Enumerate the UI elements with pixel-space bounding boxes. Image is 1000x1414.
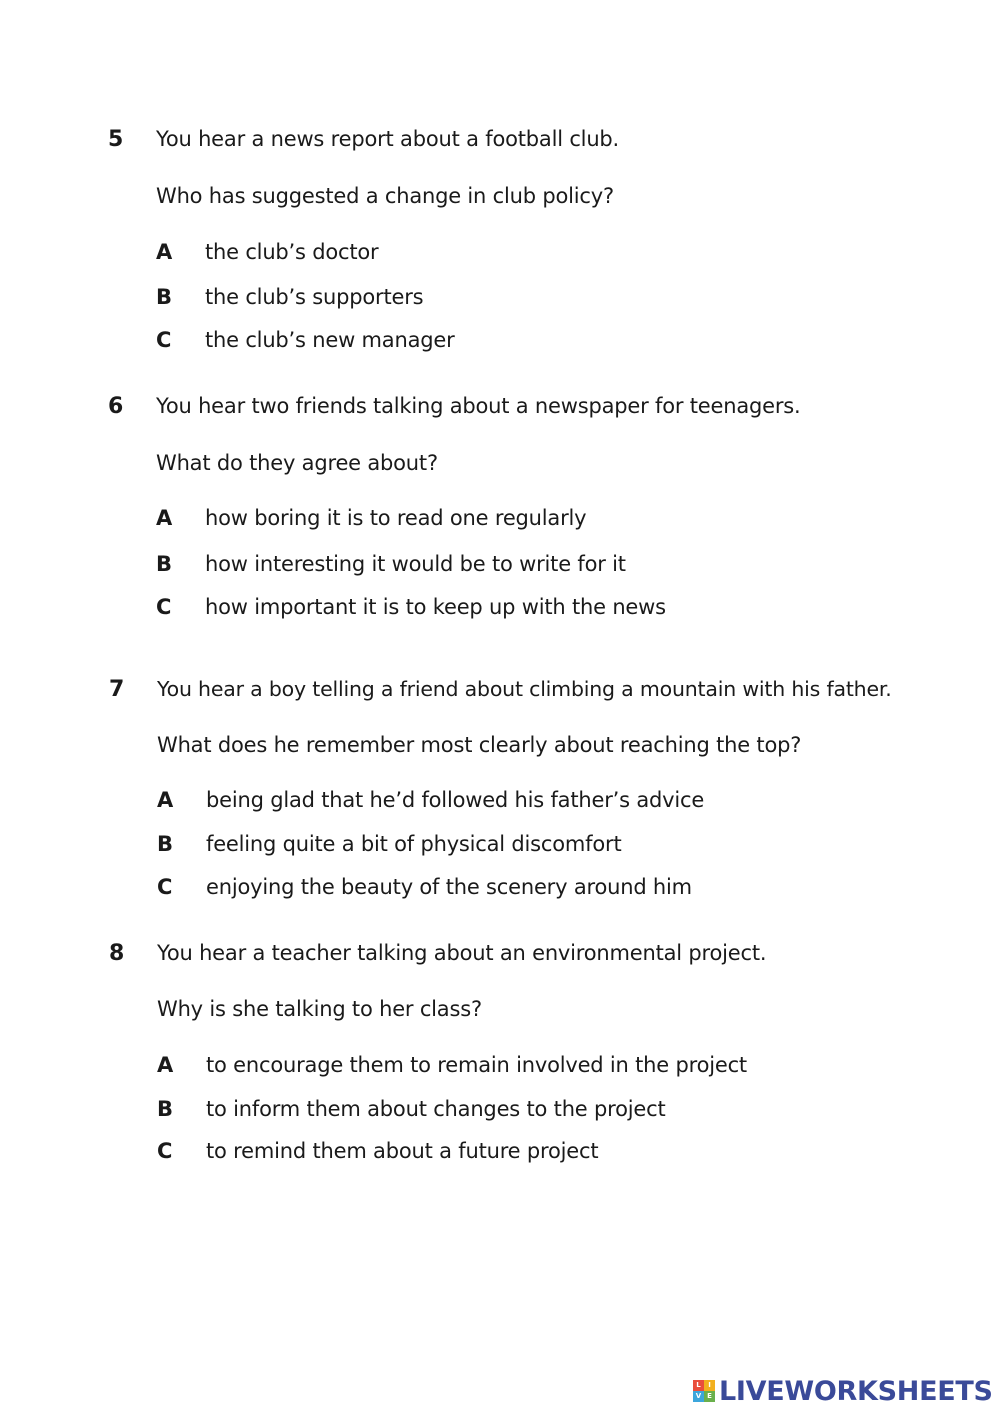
option-letter-c: C bbox=[156, 595, 172, 619]
question-text: What do they agree about? bbox=[156, 451, 438, 475]
question-number: 7 bbox=[109, 677, 125, 702]
brand-name: LIVEWORKSHEETS bbox=[719, 1375, 993, 1407]
option-a[interactable]: being glad that he’d followed his father’s advice bbox=[206, 788, 705, 812]
option-letter-a: A bbox=[157, 1053, 174, 1077]
option-letter-a: A bbox=[156, 506, 173, 530]
option-b[interactable]: the club’s supporters bbox=[205, 285, 424, 309]
liveworksheets-logo-icon bbox=[693, 1380, 715, 1402]
logo-letter-i: I bbox=[704, 1380, 715, 1391]
option-c[interactable]: the club’s new manager bbox=[205, 328, 455, 352]
question-prompt: You hear two friends talking about a newspaper for teenagers. bbox=[156, 394, 801, 418]
option-letter-c: C bbox=[157, 875, 173, 899]
option-c[interactable]: enjoying the beauty of the scenery around him bbox=[206, 875, 692, 899]
question-prompt: You hear a news report about a football club. bbox=[156, 127, 620, 151]
option-c[interactable]: how important it is to keep up with the news bbox=[205, 595, 666, 619]
question-text: What does he remember most clearly about reaching the top? bbox=[157, 733, 802, 757]
option-letter-b: B bbox=[156, 285, 173, 309]
option-a[interactable]: how boring it is to read one regularly bbox=[205, 506, 587, 530]
logo-letter-l: L bbox=[693, 1380, 704, 1391]
option-letter-a: A bbox=[157, 788, 174, 812]
question-prompt: You hear a boy telling a friend about climbing a mountain with his father. bbox=[157, 677, 892, 701]
option-c[interactable]: to remind them about a future project bbox=[206, 1139, 599, 1163]
option-letter-b: B bbox=[157, 832, 174, 856]
question-text: Why is she talking to her class? bbox=[157, 997, 482, 1021]
option-letter-c: C bbox=[156, 328, 172, 352]
option-letter-b: B bbox=[157, 1097, 174, 1121]
option-b[interactable]: how interesting it would be to write for it bbox=[205, 552, 626, 576]
question-number: 5 bbox=[108, 127, 124, 152]
option-b[interactable]: to inform them about changes to the project bbox=[206, 1097, 666, 1121]
option-a[interactable]: to encourage them to remain involved in the project bbox=[206, 1053, 747, 1077]
question-text: Who has suggested a change in club policy? bbox=[156, 184, 614, 208]
question-prompt: You hear a teacher talking about an environmental project. bbox=[157, 941, 767, 965]
logo-letter-e: E bbox=[704, 1391, 715, 1402]
option-a[interactable]: the club’s doctor bbox=[205, 240, 379, 264]
logo-letter-v: V bbox=[693, 1391, 704, 1402]
option-b[interactable]: feeling quite a bit of physical discomfort bbox=[206, 832, 622, 856]
option-letter-b: B bbox=[156, 552, 173, 576]
option-letter-c: C bbox=[157, 1139, 173, 1163]
option-letter-a: A bbox=[156, 240, 173, 264]
question-number: 6 bbox=[108, 394, 124, 419]
question-number: 8 bbox=[109, 941, 125, 966]
liveworksheets-brand[interactable] bbox=[693, 1376, 993, 1406]
